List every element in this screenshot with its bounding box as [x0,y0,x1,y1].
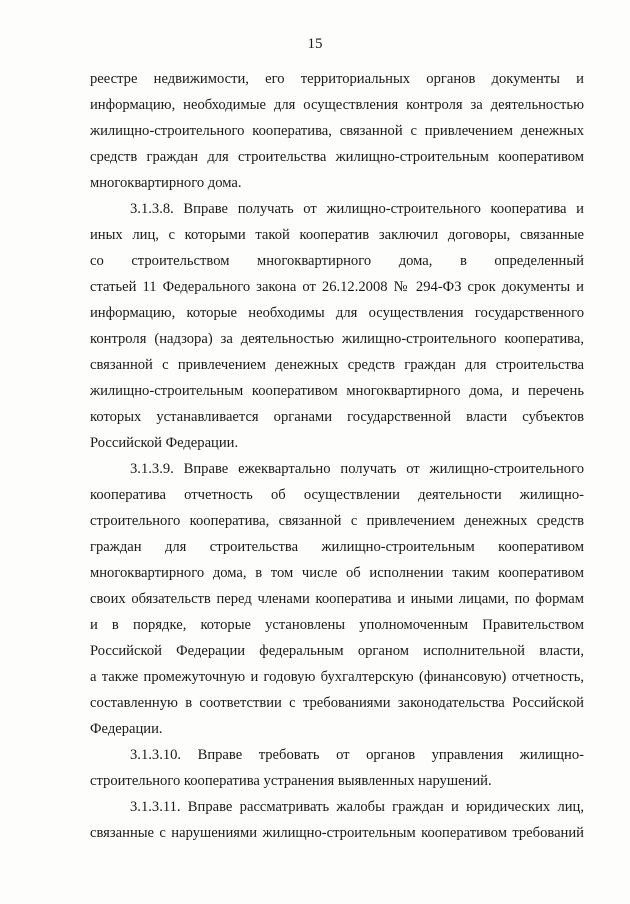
text-line: составленную в соответствии с требованиями законодательства Российской [90,695,584,711]
text-line: средств граждан для строительства жилищно-строительным кооперативом [90,149,584,165]
text-line: а также промежуточную и годовую бухгалтерскую (финансовую) отчетность, [90,669,584,685]
text-line: жилищно-строительного кооператива, связанной с привлечением денежных [90,123,584,139]
text-line: многоквартирного дома, в том числе об исполнении таким кооперативом [90,565,584,581]
text-line: связанные с нарушениями жилищно-строительным кооперативом требований [90,825,584,841]
text-line: со строительством многоквартирного дома, в определенный [90,253,584,269]
text-line: своих обязательств перед членами кооператива и иными лицами, по формам [90,591,584,607]
text-line: и в порядке, которые установлены уполномоченным Правительством [90,617,584,633]
text-line: реестре недвижимости, его территориальных органов документы и [90,71,584,87]
text-line: Российской Федерации федеральным органом исполнительной власти, [90,643,584,659]
paragraph-start-3-1-3-9: 3.1.3.9. Вправе ежеквартально получать от жилищно-строительного [130,461,584,477]
text-line: которых устанавливается органами государственной власти субъектов [90,409,584,425]
text-line: контроля (надзора) за деятельностью жилищно-строительного кооператива, [90,331,584,347]
text-line: связанной с привлечением денежных средств граждан для строительства [90,357,584,373]
text-line: строительного кооператива устранения выявленных нарушений. [90,773,492,789]
text-line: Федерации. [90,721,163,737]
text-line: жилищно-строительным кооперативом многоквартирного дома, и перечень [90,383,584,399]
text-line: иных лиц, с которыми такой кооператив заключил договоры, связанные [90,227,584,243]
page-number: 15 [307,36,323,52]
paragraph-start-3-1-3-8: 3.1.3.8. Вправе получать от жилищно-строительного кооператива и [130,201,584,217]
text-line: Российской Федерации. [90,435,239,451]
text-line: многоквартирного дома. [90,175,242,191]
text-line: информацию, которые необходимы для осуществления государственного [90,305,584,321]
text-line: строительного кооператива, связанной с привлечением денежных средств [90,513,584,529]
text-line: статьей 11 Федерального закона от 26.12.2008 № 294-ФЗ срок документы и [90,279,584,295]
text-line: информацию, необходимые для осуществления контроля за деятельностью [90,97,584,113]
paragraph-start-3-1-3-11: 3.1.3.11. Вправе рассматривать жалобы граждан и юридических лиц, [130,799,584,815]
paragraph-start-3-1-3-10: 3.1.3.10. Вправе требовать от органов управления жилищно- [130,747,584,763]
text-line: граждан для строительства жилищно-строительным кооперативом [90,539,584,555]
text-line: кооператива отчетность об осуществлении деятельности жилищно- [90,487,584,503]
